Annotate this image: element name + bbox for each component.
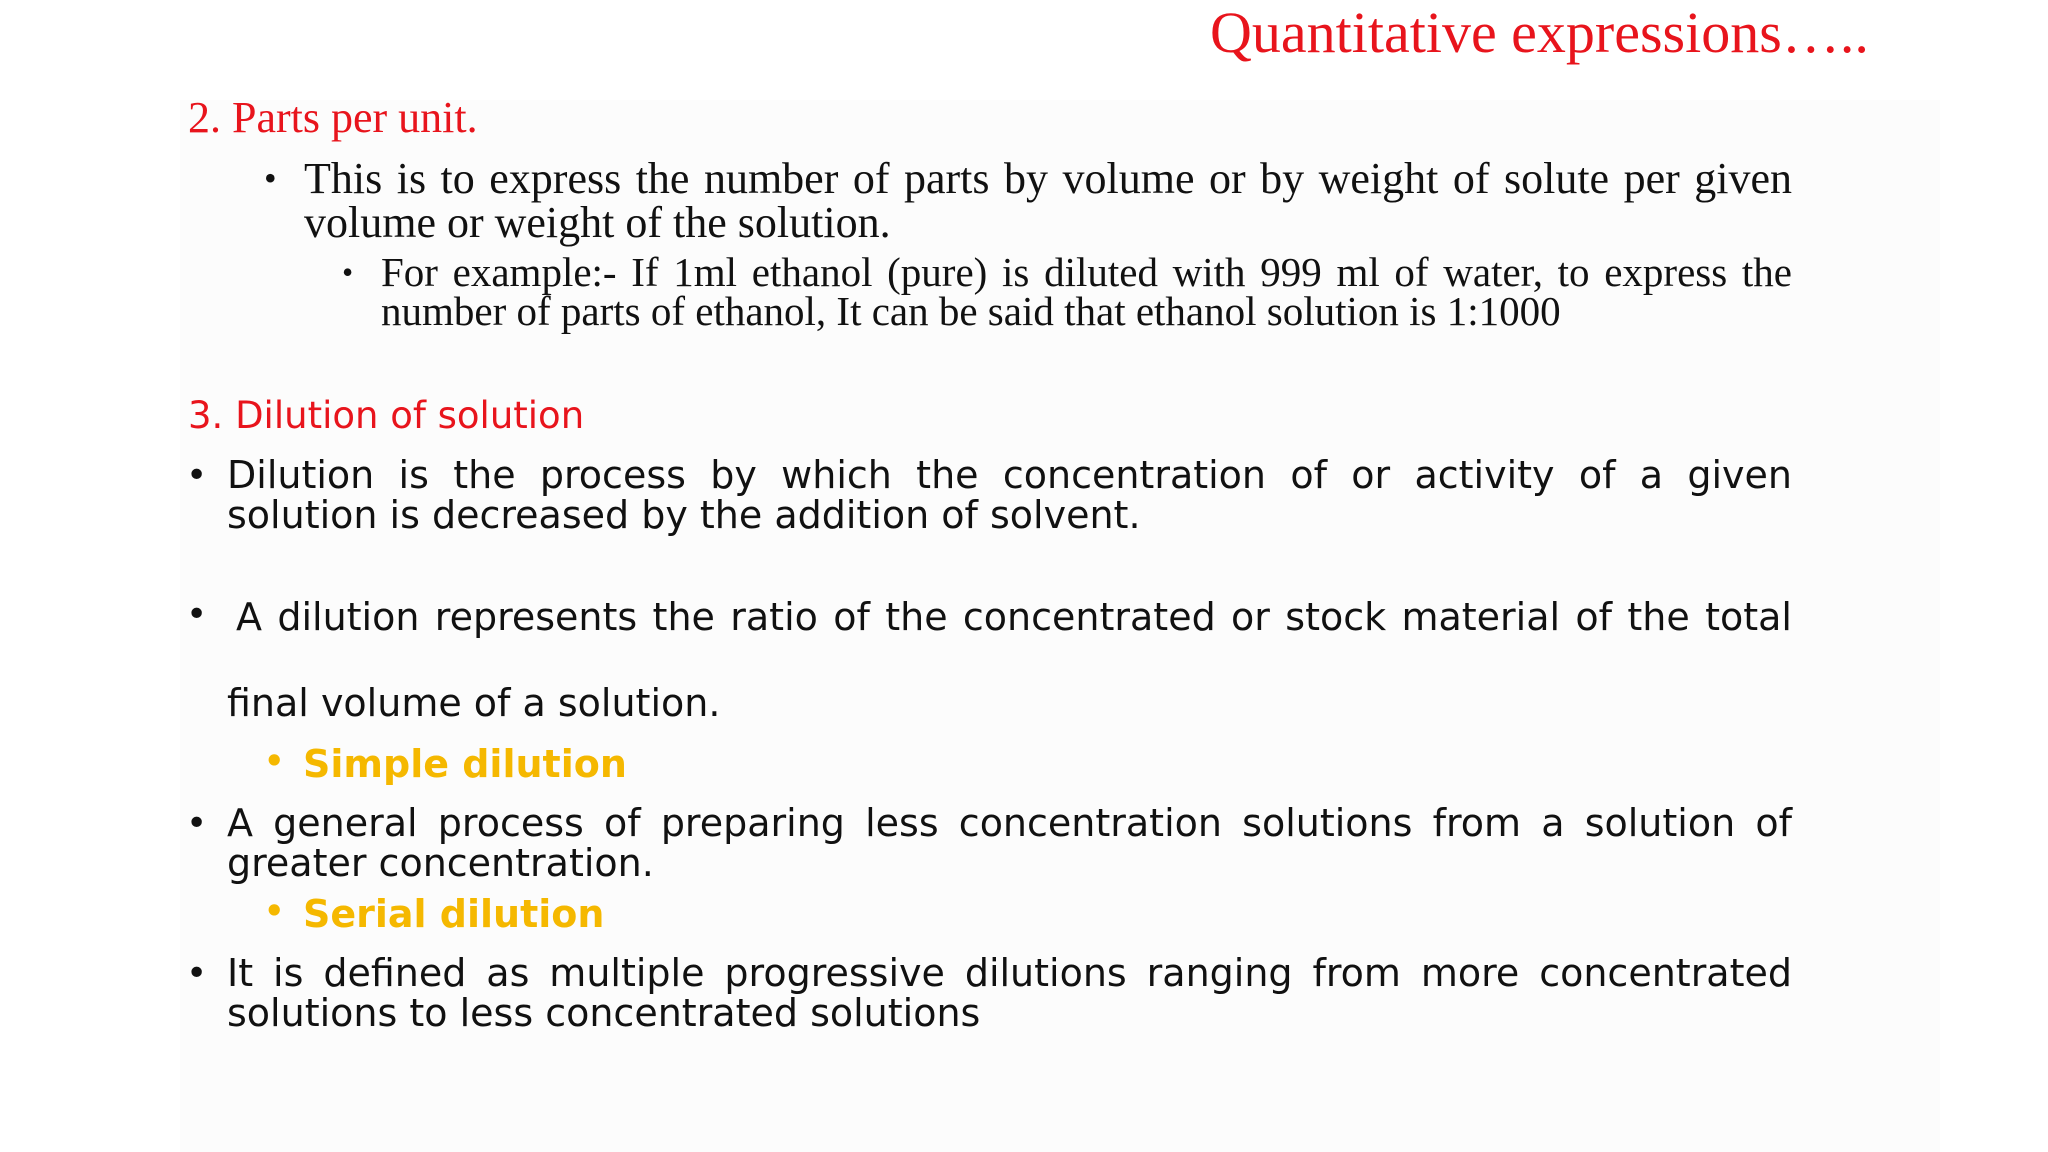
bullet-dot: • <box>186 803 208 844</box>
sub-bullet-dot: • <box>264 742 285 780</box>
dilution-definition-bullet: Dilution is the process by which the concentration of or activity of a given solution is decreased by the addition of solvent. <box>227 453 1792 537</box>
dilution-ratio-bullet-line2: final volume of a solution. <box>227 681 721 725</box>
parts-per-unit-heading: 2. Parts per unit. <box>188 93 478 142</box>
example-sub-bullet: For example:- If 1ml ethanol (pure) is diluted with 999 ml of water, to express the number of parts of ethanol, It can be said that ethanol solution is 1:1000 <box>381 249 1792 334</box>
sub-bullet-dot: • <box>342 254 354 290</box>
simple-dilution-label: Simple dilution <box>303 742 627 786</box>
slide-title: Quantitative expressions….. <box>1210 0 1869 65</box>
bullet-dot: • <box>186 594 208 635</box>
dilution-ratio-bullet-line1: A dilution represents the ratio of the concentrated or stock material of the total <box>236 595 1792 639</box>
bullet-dot: • <box>264 158 277 198</box>
bullet-dot: • <box>186 455 208 496</box>
simple-dilution-bullet: A general process of preparing less concentration solutions from a solution of greater concentration. <box>227 801 1792 885</box>
dilution-heading: 3. Dilution of solution <box>188 394 585 437</box>
serial-dilution-bullet: It is defined as multiple progressive dilutions ranging from more concentrated solutions to less concentrated solutions <box>227 951 1792 1035</box>
sub-bullet-dot: • <box>264 892 285 930</box>
parts-per-unit-bullet: This is to express the number of parts by volume or by weight of solute per given volume or weight of the solution. <box>304 154 1792 247</box>
bullet-dot: • <box>186 953 208 994</box>
serial-dilution-label: Serial dilution <box>303 892 605 936</box>
